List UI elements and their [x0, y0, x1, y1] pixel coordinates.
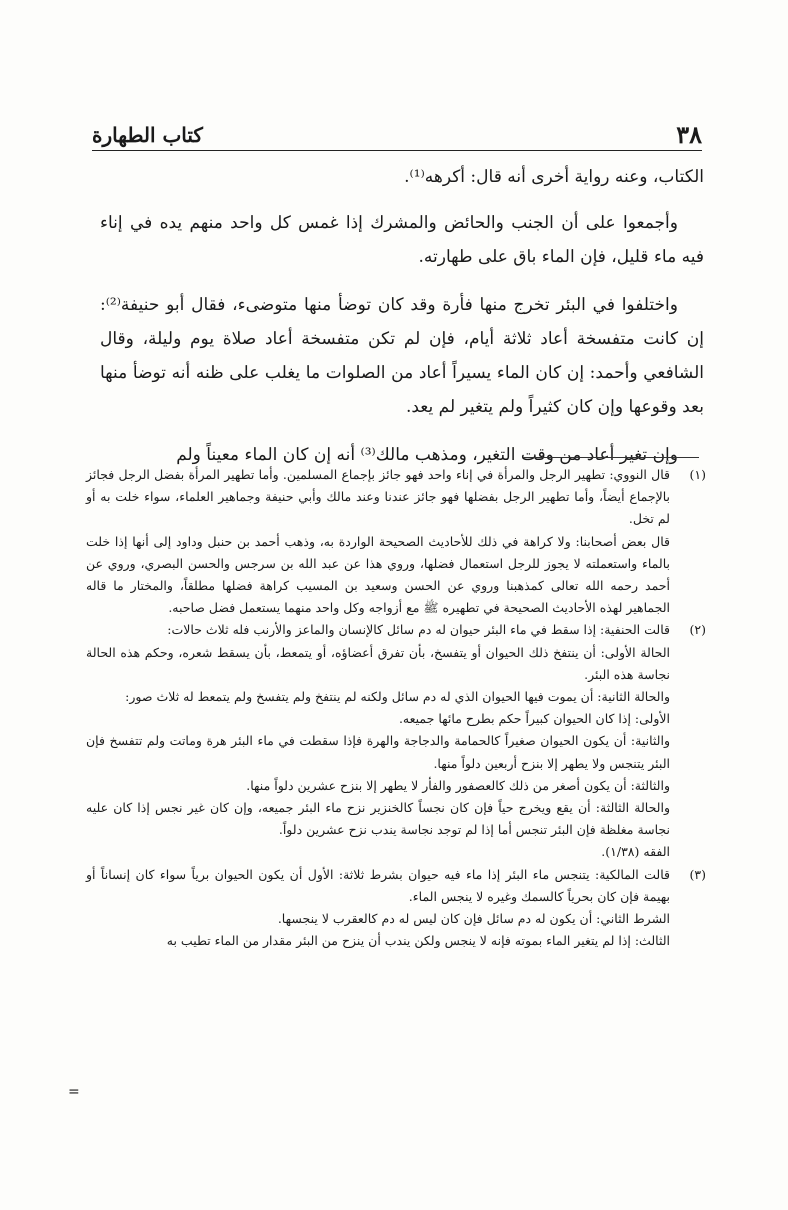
chapter-title: كتاب الطهارة [92, 123, 203, 147]
footnotes [86, 464, 706, 952]
footnote-line: قالت المالكية: يتنجس ماء البئر إذا ماء فيه حيوان بشرط ثلاثة: الأول أن يكون الحيوان برياً سواء كان إنساناً أو بهيمة فإن كان بحرياً كالسمك وغيره لا ينجس الماء. [86, 866, 670, 904]
footnote-line: الفقه (١/٣٨). [601, 844, 670, 860]
paragraph-3: واختلفوا في البئر تخرج منها فأرة وقد كان توضأ منها متوضىء، فقال أبو حنيفة⁽²⁾: إن كانت متفسخة أعاد ثلاثة أيام، فإن لم تكن متفسخة أعاد صلاة يوم وليلة، وقال الشافعي وأحمد: إن كان الماء يسيراً أعاد من الصلوات ما يغلب على ظنه أنه توضأ منها بعد وقوعها وإن كان كثيراً ولم يتغير لم يعد. [100, 295, 704, 417]
paragraph-2: وأجمعوا على أن الجنب والحائض والمشرك إذا غمس كل واحد منهم يده في إناء فيه ماء قليل، فإن الماء باق على طهارته. [100, 213, 704, 267]
footnote-1 [86, 464, 706, 619]
footnote-separator [523, 457, 699, 458]
footnote-line: قال النووي: تطهير الرجل والمرأة في إناء واحد فهو جائز بإجماع المسلمين. وأما تطهير المرأة بفضل الرجل فجائز بالإجماع أيضاً، وأما تطهير الرجل بفضلها فهو جائز عندنا وعند مالك وأبي حنيفة وجماهير العلماء، سواء خلت به أو لم تخل. [86, 467, 670, 527]
footnote-line: الشرط الثاني: أن يكون له دم سائل فإن كان ليس له دم كالعقرب لا ينجسها. [277, 911, 670, 927]
page-header [92, 116, 702, 151]
footnote-line: والحالة الثالثة: أن يقع ويخرج حياً فإن كان نجساً كالخنزير نزح ماء البئر جميعه، وإن كان غير نجس إذا كان عليه نجاسة مغلظة فإن البئر تنجس أما إذا لم توجد نجاسة يندب نزح عشرين دلواً. [86, 800, 670, 838]
footnote-line: الحالة الأولى: أن ينتفخ ذلك الحيوان أو يتفسخ، بأن تفرق أعضاؤه، أو يتمعط، بأن يسقط شعره، وحكم هذه الحالة نجاسة هذه البئر. [86, 644, 670, 682]
footnote-line: الثالث: إذا لم يتغير الماء بموته فإنه لا ينجس ولكن يندب أن ينزح من البئر مقدار من الماء تطيب به [166, 933, 670, 949]
footnote-line: قال بعض أصحابنا: ولا كراهة في ذلك للأحاديث الصحيحة الواردة به، وذهب أحمد بن حنبل وداود إلى أنها إذا خلت بالماء واستعملته لا يجوز للرجل استعمال فضلها، وروي هذا عن عبد الله بن سرجس والحسن البصري، وروي عن أحمد رحمه الله تعالى كمذهبنا وروي عن الحسن وسعيد بن المسيب كراهة فضلها مطلقاً، والمختار ما قاله الجماهير لهذه الأحاديث الصحيحة في تطهيره ﷺ مع أزواجه وكل واحد منهما يستعمل فضل صاحبه. [86, 533, 670, 616]
footnote-number: (٣) [689, 866, 706, 882]
paragraph-4: وإن تغير أعاد من وقت التغير، ومذهب مالك⁽³⁾ أنه إن كان الماء معيناً ولم [176, 445, 678, 465]
footnote-2 [86, 619, 706, 863]
footnote-line: والثانية: أن يكون الحيوان صغيراً كالحمامة والدجاجة والهرة فإذا سقطت في ماء البئر هرة وماتت ولم تتفسخ فإن البئر يتنجس ولا يطهر إلا بنزح أربعين دلواً منها. [86, 733, 670, 771]
footnote-3 [86, 864, 706, 953]
footnote-number: (١) [689, 467, 706, 482]
continuation-mark: = [68, 1084, 80, 1100]
footnote-line: قالت الحنفية: إذا سقط في ماء البئر حيوان له دم سائل كالإنسان والماعز والأرنب فله ثلاث حالات: [167, 622, 670, 638]
paragraph-1: الكتاب، وعنه رواية أخرى أنه قال: أكرهه⁽¹⁾. [404, 167, 704, 187]
main-text [100, 160, 704, 486]
footnote-line: والثالثة: أن يكون أصغر من ذلك كالعصفور والفأر لا يطهر إلا بنزح عشرين دلواً منها. [246, 777, 670, 793]
page-number: ٣٨ [676, 120, 702, 149]
footnote-line: الأولى: إذا كان الحيوان كبيراً حكم بطرح مائها جميعه. [398, 711, 670, 727]
footnote-line: والحالة الثانية: أن يموت فيها الحيوان الذي له دم سائل ولكنه لم ينتفخ ولم يتفسخ ولم يتمعط له ثلاث صور: [125, 689, 670, 705]
footnote-number: (٢) [689, 622, 706, 638]
